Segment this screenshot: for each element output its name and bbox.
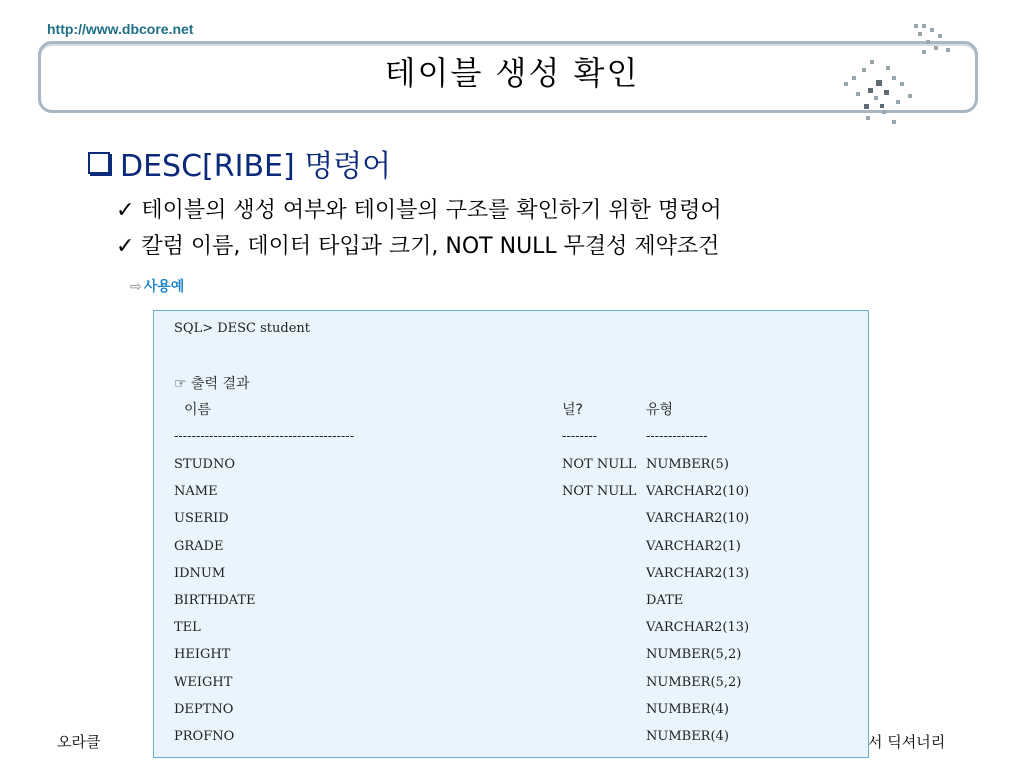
data-type-cell: VARCHAR2(10) [646,511,750,527]
slide-title: 테이블 생성 확인 [384,54,640,92]
data-type-cell: VARCHAR2(13) [646,565,750,581]
section-heading: DESC[RIBE] 명령어 [88,141,391,185]
data-type-cell: VARCHAR2(1) [646,538,741,554]
bullet-item: ✓ 테이블의 생성 여부와 테이블의 구조를 확인하기 위한 명령어 [116,198,722,223]
decorative-pixel-art-icon [836,20,986,130]
column-header-type: 유형 [646,402,674,418]
data-type-cell: VARCHAR2(13) [646,620,750,636]
site-url: http://www.dbcore.net [47,21,194,37]
column-header-null: 널? [562,402,583,418]
data-type-cell: NUMBER(5,2) [646,647,742,663]
column-name-cell: PROFNO [174,729,235,744]
column-name-cell: IDNUM [174,565,226,581]
data-type-cell: DATE [646,593,684,608]
data-type-cell: VARCHAR2(10) [646,484,750,500]
footer-right-text: 서 딕셔너리 [868,733,946,751]
output-label: ☞ 출력 결과 [174,376,250,392]
separator-line: -------------- [646,429,708,444]
sql-command: SQL> DESC student [174,321,310,336]
column-name-cell: USERID [174,511,229,527]
column-name-cell: NAME [174,484,218,500]
footer-left-text: 오라클 [57,733,101,751]
column-name-cell: WEIGHT [174,674,233,690]
column-name-cell: STUDNO [174,457,235,472]
column-name-cell: TEL [174,620,201,636]
data-type-cell: NUMBER(5) [646,457,729,472]
nullable-cell: NOT NULL [562,484,637,500]
bullet-item: ✓ 칼럼 이름, 데이터 타입과 크기, NOT NULL 무결성 제약조건 [116,234,720,259]
separator-line: -------- [562,429,598,444]
column-name-cell: DEPTNO [174,701,234,717]
data-type-cell: NUMBER(5,2) [646,674,742,690]
column-name-cell: GRADE [174,538,224,554]
data-type-cell: NUMBER(4) [646,729,729,744]
nullable-cell: NOT NULL [562,457,637,472]
separator-line: ----------------------------------------- [174,429,355,444]
checkbox-square-icon [88,152,110,174]
example-label: ⇨ 사용예 [130,279,185,295]
data-type-cell: NUMBER(4) [646,701,729,717]
column-name-cell: HEIGHT [174,647,231,663]
arrow-icon: ⇨ [130,279,142,295]
column-name-cell: BIRTHDATE [174,593,256,608]
sql-output-box [153,310,869,758]
column-header-name: 이름 [184,402,212,418]
